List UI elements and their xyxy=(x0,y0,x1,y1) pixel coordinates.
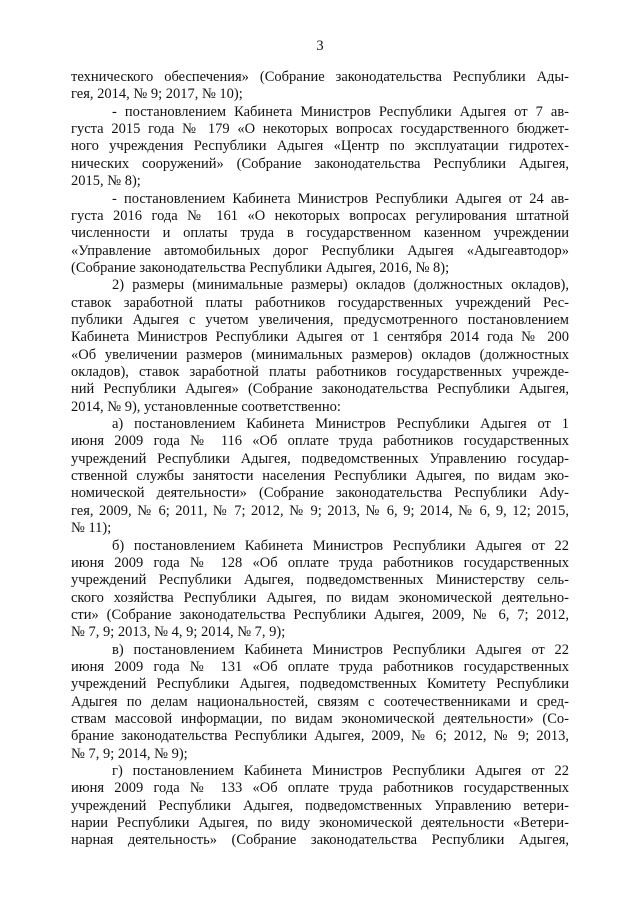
text-line: а) постановлением Кабинета Министров Республики Адыгея от 1 xyxy=(112,416,569,432)
text-line: 2) размеры (минимальные размеры) окладов (должностных окладов), xyxy=(112,277,569,294)
text-line: брание законодательства Республики Адыгея, 2009, № 6; 2012, № 9; 2013, xyxy=(71,728,569,745)
text-line: (Собрание законодательства Республики Адыгея, 2016, № 8); xyxy=(71,259,450,276)
text-line: технического обеспечения» (Собрание законодательства Республики Ады- xyxy=(71,69,569,85)
text-line: ского хозяйства Республики Адыгея, по видам экономической деятельно- xyxy=(71,589,569,606)
text-line: июня 2009 года № 131 «Об оплате труда работников государственных xyxy=(71,658,569,675)
text-line: 2015, № 8); xyxy=(71,173,141,190)
text-line: 2014, № 9), установленные соответственно: xyxy=(71,398,341,415)
text-line: г) постановлением Кабинета Министров Республики Адыгея от 22 xyxy=(112,763,569,779)
text-line: - постановлением Кабинета Министров Республики Адыгея от 7 ав- xyxy=(112,103,569,120)
text-line: Адыгея по делам национальностей, связям с соотечественниками и сред- xyxy=(71,693,569,710)
text-line: - постановлением Кабинета Министров Республики Адыгея от 24 ав- xyxy=(112,190,569,207)
text-line: № 7, 9; 2013, № 4, 9; 2014, № 7, 9); xyxy=(71,624,286,641)
text-line: № 11); xyxy=(71,520,112,537)
text-line: нарии Республики Адыгея, по виду экономической деятельности «Ветери- xyxy=(71,815,569,832)
text-line: № 7, 9; 2014, № 9); xyxy=(71,745,188,762)
text-line: июня 2009 года № 128 «Об оплате труда работников государственных xyxy=(71,554,569,571)
text-line: нарная деятельность» (Собрание законодательства Республики Адыгея, xyxy=(71,832,569,849)
text-line: густа 2016 года № 161 «О некоторых вопросах регулирования штатной xyxy=(71,207,569,224)
page-number: 3 xyxy=(316,38,324,54)
text-line: учреждений Республики Адыгея, подведомственных Комитету Республики xyxy=(71,676,569,693)
text-line: окладов), ставок заработной платы работников государственных учрежде- xyxy=(71,364,569,380)
text-line: в) постановлением Кабинета Министров Республики Адыгея от 22 xyxy=(112,641,569,658)
text-line: ставок заработной платы работников государственных учреждений Рес- xyxy=(71,294,569,311)
text-line: июня 2009 года № 116 «Об оплате труда работников государственных xyxy=(71,433,569,450)
text-line: сти» (Собрание законодательства Республики Адыгея, 2009, № 6, 7; 2012, xyxy=(71,606,569,623)
text-line: публики Адыгея с учетом увеличения, предусмотренного постановлением xyxy=(71,311,569,328)
text-line: б) постановлением Кабинета Министров Республики Адыгея от 22 xyxy=(112,537,569,554)
text-line: ствам массовой информации, по видам экономической деятельности» (Со- xyxy=(71,711,569,727)
text-line: «Об увеличении размеров (минимальных размеров) окладов (должностных xyxy=(71,346,569,363)
text-line: Кабинета Министров Республики Адыгея от 1 сентября 2014 года № 200 xyxy=(71,329,569,346)
text-line: гея, 2009, № 6; 2011, № 7; 2012, № 9; 2013, № 6, 9; 2014, № 6, 9, 12; 2015, xyxy=(71,502,569,519)
text-line: густа 2015 года № 179 «О некоторых вопросах государственного бюджет- xyxy=(71,121,569,138)
text-line: гея, 2014, № 9; 2017, № 10); xyxy=(71,86,243,103)
text-line: ственной службы занятости населения Республики Адыгея, по видам эко- xyxy=(71,468,569,485)
text-line: учреждений Республики Адыгея, подведомственных Управлению ветери- xyxy=(71,797,569,814)
text-line: номической деятельности» (Собрание законодательства Республики Ady- xyxy=(71,485,569,502)
text-line: нических сооружений» (Собрание законодательства Республики Адыгея, xyxy=(71,155,569,172)
text-line: учреждений Республики Адыгея, подведомственных Министерству сель- xyxy=(71,572,569,589)
text-line: учреждений Республики Адыгея, подведомственных Управлению государ- xyxy=(71,450,569,467)
text-line: ного учреждения Республики Адыгея «Центр по эксплуатации гидротех- xyxy=(71,138,569,155)
text-line: «Управление автомобильных дорог Республики Адыгея «Адыгеавтодор» xyxy=(71,242,569,259)
text-line: численности и оплаты труда в государственном казенном учреждении xyxy=(71,225,569,242)
text-line: ний Республики Адыгея» (Собрание законодательства Республики Адыгея, xyxy=(71,381,569,398)
text-line: июня 2009 года № 133 «Об оплате труда работников государственных xyxy=(71,780,569,797)
